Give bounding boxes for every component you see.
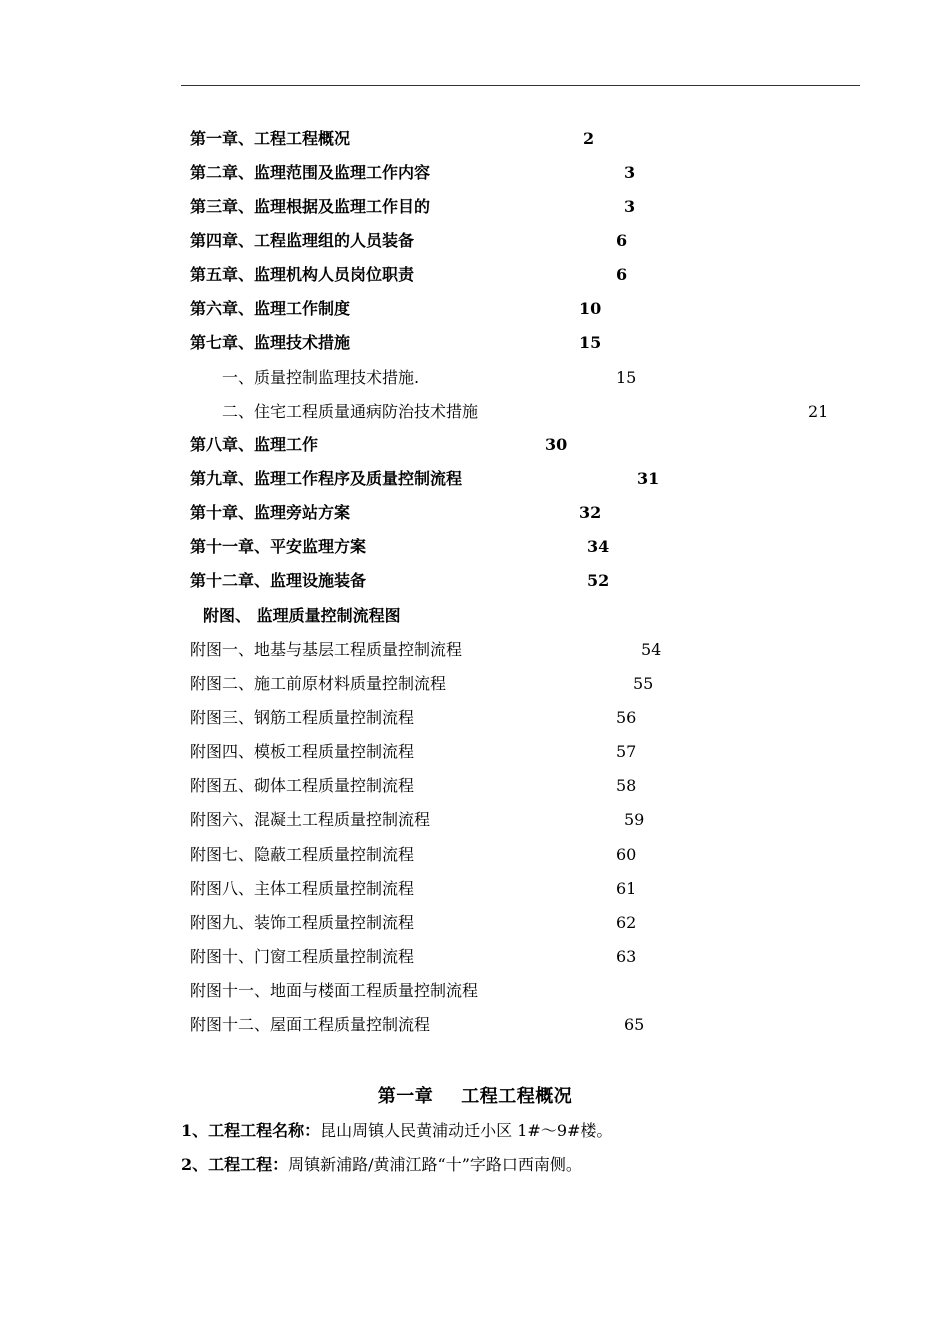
paragraph-label: 1、工程工程名称： — [181, 1121, 321, 1140]
toc-entry-page: 10 — [579, 299, 602, 318]
toc-entry-title: 第九章、监理工作程序及质量控制流程 — [190, 469, 463, 488]
toc-entry — [0, 809, 950, 831]
toc-entry-page: 6 — [616, 265, 628, 284]
toc-entry-page: 34 — [587, 537, 610, 556]
toc-entry-page: 32 — [579, 503, 602, 522]
toc-entry-title: 附图八、主体工程质量控制流程 — [190, 879, 415, 898]
toc-entry-title: 附图十二、屋面工程质量控制流程 — [190, 1015, 431, 1034]
paragraph-text: 昆山周镇人民黄浦动迁小区 1#～9#楼。 — [320, 1121, 613, 1140]
toc-entry — [0, 946, 950, 968]
toc-entry-title: 附图二、施工前原材料质量控制流程 — [190, 674, 447, 693]
toc-entry — [0, 502, 950, 524]
toc-entry-page: 59 — [624, 810, 645, 829]
toc-entry-title: 第七章、监理技术措施 — [190, 333, 351, 352]
toc-entry — [0, 230, 950, 252]
toc-entry-title: 第二章、监理范围及监理工作内容 — [190, 163, 431, 182]
toc-entry-page: 60 — [616, 845, 637, 864]
toc-entry — [0, 367, 950, 389]
toc-entry-title: 附图五、砌体工程质量控制流程 — [190, 776, 415, 795]
toc-entry-page: 6 — [616, 231, 628, 250]
toc-entry-page: 3 — [624, 197, 636, 216]
toc-entry-title: 附图一、地基与基层工程质量控制流程 — [190, 640, 463, 659]
toc-entry-title: 附图六、混凝土工程质量控制流程 — [190, 810, 431, 829]
toc-entry — [0, 570, 950, 592]
toc-entry-title: 附图三、钢筋工程质量控制流程 — [190, 708, 415, 727]
toc-entry-title: 第四章、工程监理组的人员装备 — [190, 231, 415, 250]
toc-entry-page: 57 — [616, 742, 637, 761]
toc-entry — [0, 775, 950, 797]
toc-entry — [0, 673, 950, 695]
toc-entry — [0, 332, 950, 354]
toc-entry-page: 58 — [616, 776, 637, 795]
toc-entry-page: 15 — [616, 368, 637, 387]
toc-entry — [0, 844, 950, 866]
toc-entry-title: 附图七、隐蔽工程质量控制流程 — [190, 845, 415, 864]
toc-entry-title: 第十章、监理旁站方案 — [190, 503, 351, 522]
toc-entry-title: 一、质量控制监理技术措施. — [222, 368, 420, 387]
toc-entry-page: 61 — [616, 879, 637, 898]
toc-entry — [0, 401, 950, 423]
toc-entry — [0, 162, 950, 184]
toc-entry-title: 第一章、工程工程概况 — [190, 129, 351, 148]
toc-entry — [0, 434, 950, 456]
chapter-number: 第一章 — [377, 1086, 434, 1107]
toc-entry — [0, 605, 950, 627]
toc-entry-title: 附图十一、地面与楼面工程质量控制流程 — [190, 981, 479, 1000]
toc-entry-title: 附图十、门窗工程质量控制流程 — [190, 947, 415, 966]
toc-entry-page: 15 — [579, 333, 602, 352]
toc-entry-title: 附图四、模板工程质量控制流程 — [190, 742, 415, 761]
toc-entry — [0, 639, 950, 661]
paragraph-text: 周镇新浦路/黄浦江路“十”字路口西南侧。 — [288, 1155, 582, 1174]
paragraph-label: 2、工程工程： — [181, 1155, 289, 1174]
toc-entry-page: 56 — [616, 708, 637, 727]
toc-entry — [0, 196, 950, 218]
toc-entry — [0, 128, 950, 150]
paragraph-project-location — [181, 1152, 582, 1175]
toc-entry — [0, 707, 950, 729]
toc-entry-page: 55 — [633, 674, 654, 693]
toc-entry-page: 21 — [808, 402, 829, 421]
toc-entry-title: 第三章、监理根据及监理工作目的 — [190, 197, 431, 216]
toc-entry — [0, 264, 950, 286]
toc-entry-title: 第五章、监理机构人员岗位职责 — [190, 265, 415, 284]
toc-entry — [0, 468, 950, 490]
toc-entry-page: 31 — [637, 469, 660, 488]
toc-entry-title: 附图九、装饰工程质量控制流程 — [190, 913, 415, 932]
toc-entry-page: 52 — [587, 571, 610, 590]
toc-entry-page: 30 — [545, 435, 568, 454]
toc-entry-page: 62 — [616, 913, 637, 932]
toc-entry-title: 附图、 监理质量控制流程图 — [203, 606, 401, 625]
toc-entry — [0, 741, 950, 763]
chapter-heading — [0, 1082, 950, 1108]
toc-entry — [0, 536, 950, 558]
paragraph-project-name — [181, 1118, 612, 1141]
toc-entry — [0, 878, 950, 900]
toc-entry-page: 54 — [641, 640, 662, 659]
toc-entry-title: 第八章、监理工作 — [190, 435, 319, 454]
chapter-title: 工程工程概况 — [461, 1086, 573, 1107]
toc-entry-title: 第十一章、平安监理方案 — [190, 537, 367, 556]
toc-entry-page: 3 — [624, 163, 636, 182]
toc-entry-page: 63 — [616, 947, 637, 966]
toc-entry — [0, 912, 950, 934]
toc-entry-page: 65 — [624, 1015, 645, 1034]
toc-entry — [0, 980, 950, 1002]
toc-entry-title: 二、住宅工程质量通病防治技术措施 — [222, 402, 479, 421]
toc-entry-title: 第十二章、监理设施装备 — [190, 571, 367, 590]
toc-entry — [0, 1014, 950, 1036]
toc-entry — [0, 298, 950, 320]
header-rule — [181, 85, 860, 86]
toc-entry-page: 2 — [583, 129, 595, 148]
toc-entry-title: 第六章、监理工作制度 — [190, 299, 351, 318]
